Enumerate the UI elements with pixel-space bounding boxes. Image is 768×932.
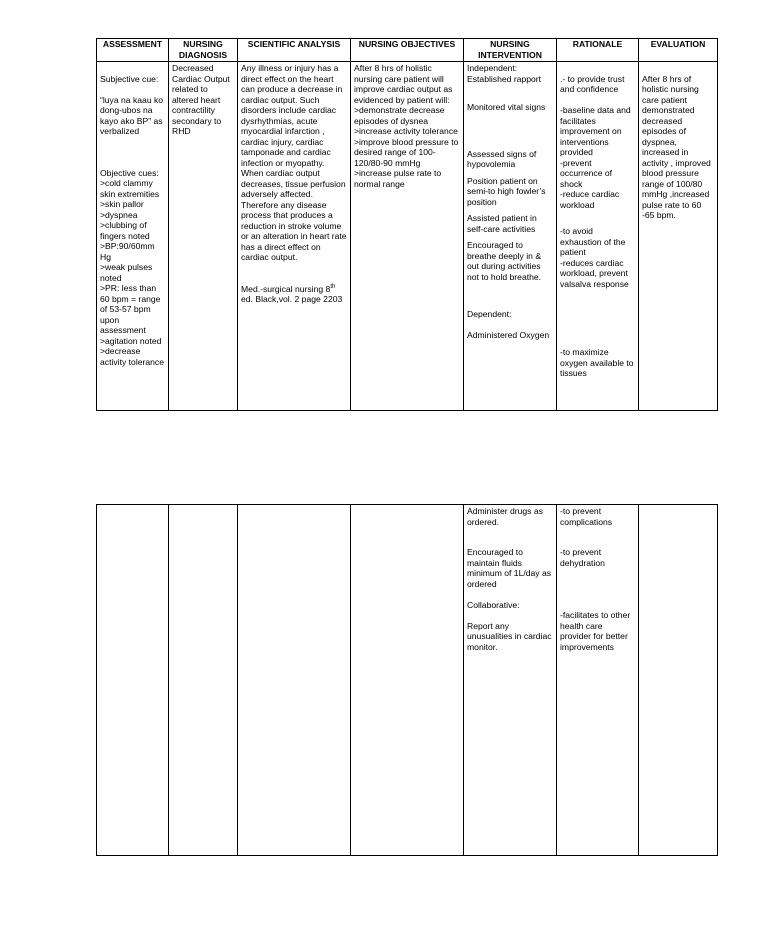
scientific-analysis-text: Any illness or injury has a direct effect on the heart can produce a decrease in cardiac output. Such disorders include cardiac dysrhythmias, acute myocardial infarction , cardiac injury, cardiac tamponade and cardiac infection or myopathy. When cardiac output decreases, tissue perfusion adversely affected. Therefore any disease process that produces a reduction in stroke volume or an alteration in heart rate has a direct effect on cardiac output. bbox=[241, 63, 349, 262]
rationale-cell bbox=[557, 62, 639, 411]
intervention-item: Report any unusualities in cardiac monitor. bbox=[467, 620, 554, 652]
rationale-item: -facilitates to other health care provider for better improvements bbox=[560, 610, 633, 652]
rationale-item: -reduce cardiac workload bbox=[560, 189, 622, 210]
objective-item: >BP:90/60mm Hg bbox=[100, 241, 158, 262]
intervention-cell-continued bbox=[464, 505, 557, 856]
intervention-item: Position patient on semi-to high fowler’s position bbox=[467, 175, 548, 207]
analysis-cell bbox=[238, 62, 351, 411]
header-rationale: RATIONALE bbox=[557, 39, 639, 62]
rationale-item: -to prevent complications bbox=[560, 506, 613, 527]
rationale-cell-continued bbox=[557, 505, 639, 856]
header-scientific-analysis: SCIENTIFIC ANALYSIS bbox=[238, 39, 351, 62]
header-nursing-diagnosis: NURSING DIAGNOSIS bbox=[169, 39, 238, 62]
header-assessment: ASSESSMENT bbox=[97, 39, 169, 62]
intervention-item: Encouraged to maintain fluids minimum of 1L/day as ordered bbox=[467, 547, 554, 589]
objective-item: >weak pulses noted bbox=[100, 262, 155, 283]
header-nursing-objectives: NURSING OBJECTIVES bbox=[351, 39, 464, 62]
collaborative-label: Collaborative: bbox=[467, 599, 520, 610]
intervention-item: Encouraged to breathe deeply in & out during activities not to hold breathe. bbox=[467, 240, 544, 282]
header-row bbox=[97, 39, 718, 62]
objective-item: >dyspnea bbox=[100, 209, 138, 220]
subjective-label: Subjective cue: bbox=[100, 73, 159, 84]
intervention-item: Established rapport bbox=[467, 73, 542, 84]
subjective-quote: “luya na kaau ko dong-ubos na kayo ako BP” as verbalized bbox=[100, 94, 166, 136]
independent-label: Independent: bbox=[467, 63, 518, 73]
intervention-item: Assisted patient in self-care activities bbox=[467, 213, 540, 234]
objective-goal: >demonstrate decrease episodes of dysnea bbox=[354, 105, 447, 126]
objective-item: >PR: less than 60 bpm = range of 53-57 bpm upon assessment bbox=[100, 283, 163, 335]
objective-goal: >increase activity tolerance bbox=[354, 126, 458, 136]
assessment-cell-continued bbox=[97, 505, 169, 856]
header-nursing-intervention: NURSING INTERVENTION bbox=[464, 39, 557, 62]
table-row bbox=[97, 62, 718, 411]
evaluation-cell-continued bbox=[639, 505, 718, 856]
rationale-item: -to avoid exhaustion of the patient bbox=[560, 226, 628, 257]
objective-goal: >increase pulse rate to normal range bbox=[354, 168, 444, 189]
objective-label: Objective cues: bbox=[100, 167, 159, 178]
intervention-item: Assessed signs of hypovolemia bbox=[467, 148, 539, 169]
objectives-intro: After 8 hrs of holistic nursing care patient will improve cardiac output as evidenced by patient will: bbox=[354, 63, 455, 105]
intervention-item: Monitored vital signs bbox=[467, 102, 546, 112]
rationale-item: -prevent occurrence of shock bbox=[560, 157, 615, 189]
objective-item: >skin pallor bbox=[100, 199, 144, 209]
intervention-item: Administer drugs as ordered. bbox=[467, 506, 546, 527]
table-row bbox=[97, 505, 718, 856]
objective-item: >clubbing of fingers noted bbox=[100, 220, 150, 241]
rationale-item: -to prevent dehydration bbox=[560, 547, 605, 568]
reference-text: Med.-surgical nursing 8th ed. Black,vol. 2 page 2203 bbox=[241, 283, 343, 304]
nursing-diagnosis-text: Decreased Cardiac Output related to altered heart contractility secondary to RHD bbox=[172, 63, 233, 136]
evaluation-cell bbox=[639, 62, 718, 411]
objectives-cell bbox=[351, 62, 464, 411]
care-plan-table-page-2 bbox=[96, 504, 718, 856]
analysis-cell-continued bbox=[238, 505, 351, 856]
rationale-item: .- to provide trust and confidence bbox=[560, 73, 627, 94]
objective-item: >cold clammy skin extremities bbox=[100, 178, 160, 199]
header-evaluation: EVALUATION bbox=[639, 39, 718, 62]
evaluation-text: After 8 hrs of holistic nursing care patient demonstrated decreased episodes of dyspnea, increased in activity , improved blood pressure range of 100/80 mmHg ,increased pulse rate to 60 -65 bpm. bbox=[642, 73, 714, 220]
objective-goal: >improve blood pressure to desired range of 100-120/80-90 mmHg bbox=[354, 136, 461, 168]
objective-item: >agitation noted bbox=[100, 335, 162, 346]
assessment-cell bbox=[97, 62, 169, 411]
rationale-item: -to maximize oxygen available to tissues bbox=[560, 347, 636, 378]
diagnosis-cell bbox=[169, 62, 238, 411]
dependent-label: Dependent: bbox=[467, 309, 512, 319]
rationale-item: -baseline data and facilitates improvement on interventions provided bbox=[560, 105, 634, 157]
rationale-item: -reduces cardiac workload, prevent valsalva response bbox=[560, 257, 631, 289]
objective-item: >decrease activity tolerance bbox=[100, 346, 165, 367]
intervention-cell bbox=[464, 62, 557, 411]
intervention-item: Administered Oxygen bbox=[467, 329, 550, 340]
objectives-cell-continued bbox=[351, 505, 464, 856]
care-plan-table-page-1 bbox=[96, 38, 718, 411]
diagnosis-cell-continued bbox=[169, 505, 238, 856]
